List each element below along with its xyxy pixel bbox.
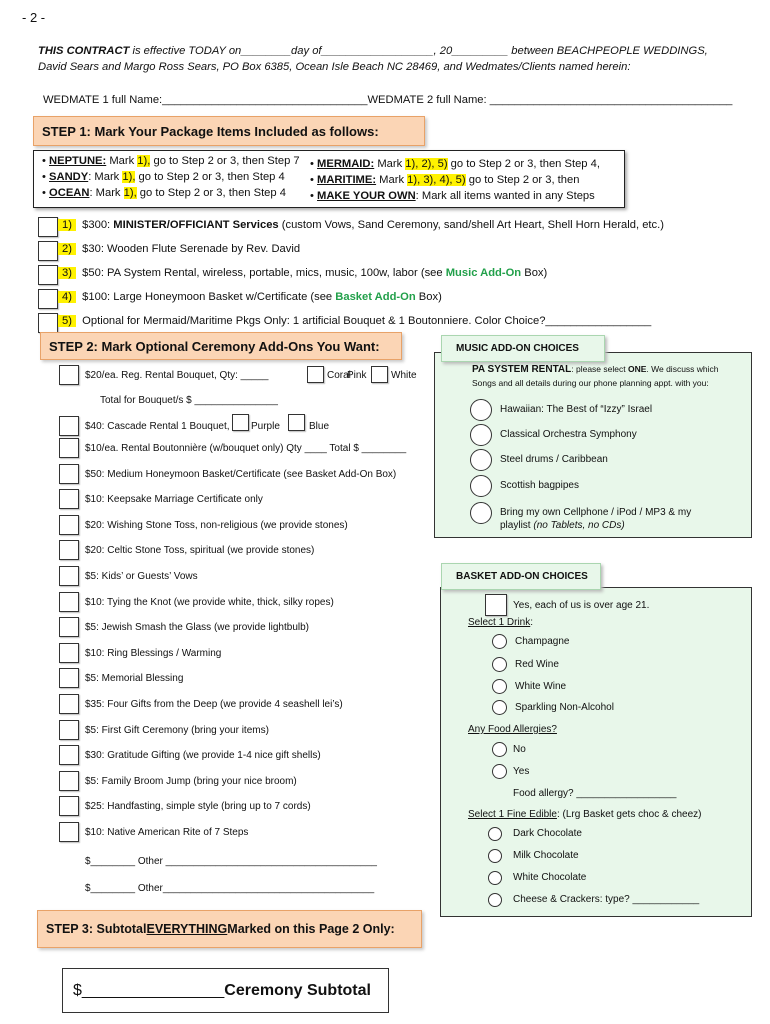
music-option-label: Scottish bagpipes xyxy=(500,480,579,491)
drink-option-label: Sparkling Non-Alcohol xyxy=(515,702,614,713)
step1-heading: STEP 1: Mark Your Package Items Included as follows: xyxy=(33,116,425,146)
addon-checkbox[interactable] xyxy=(59,566,79,586)
allergy-line[interactable]: Food allergy? __________________ xyxy=(513,788,677,799)
addon-label: $30: Gratitude Gifting (we provide 1-4 nice gift shells) xyxy=(85,750,321,761)
other-line-1[interactable]: $________ Other ______________________________________ xyxy=(85,856,377,867)
music-option-label: Steel drums / Caribbean xyxy=(500,454,608,465)
cascade-checkbox[interactable] xyxy=(59,416,79,436)
edible-option-radio[interactable] xyxy=(488,893,502,907)
step2-heading: STEP 2: Mark Optional Ceremony Add-Ons You Want: xyxy=(40,332,402,360)
pink-label: Pink xyxy=(347,370,367,381)
subtotal-label: Ceremony Subtotal xyxy=(224,981,371,999)
addon-label: $50: Medium Honeymoon Basket/Certificate (see Basket Add-On Box) xyxy=(85,469,397,480)
music-option-radio[interactable] xyxy=(470,475,492,497)
addon-label: $10: Keepsake Marriage Certificate only xyxy=(85,494,263,505)
age-text: Yes, each of us is over age 21. xyxy=(513,600,650,611)
addon-checkbox[interactable] xyxy=(59,668,79,688)
music-option-label: Classical Orchestra Symphony xyxy=(500,429,637,440)
contract-line-1: is effective TODAY on________day of__________________, 20_________ between BEACHPEOPLE WEDDINGS, xyxy=(129,45,708,57)
addon-label: $20: Celtic Stone Toss, spiritual (we provide stones) xyxy=(85,545,315,556)
music-tab: MUSIC ADD-ON CHOICES xyxy=(441,335,605,362)
purple-label: Purple xyxy=(251,421,280,432)
edible-option-label: White Chocolate xyxy=(513,872,587,883)
drink-option-radio[interactable] xyxy=(492,679,507,694)
white-checkbox[interactable] xyxy=(371,366,388,383)
wedmate-names xyxy=(43,94,732,106)
drink-option-label: Red Wine xyxy=(515,659,559,670)
addon-label: $5: Kids’ or Guests’ Vows xyxy=(85,571,198,582)
blue-label: Blue xyxy=(309,421,330,432)
drink-option-label: White Wine xyxy=(515,681,567,692)
addon-checkbox[interactable] xyxy=(59,796,79,816)
addon-checkbox[interactable] xyxy=(59,540,79,560)
item-4-row: 4) $100: Large Honeymoon Basket w/Certificate (see Basket Add-On Box) xyxy=(58,291,442,303)
package-box xyxy=(33,150,625,208)
other-line-2[interactable]: $________ Other______________________________________ xyxy=(85,883,375,894)
addon-checkbox[interactable] xyxy=(59,745,79,765)
basket-tab: BASKET ADD-ON CHOICES xyxy=(441,563,601,590)
addon-checkbox[interactable] xyxy=(59,694,79,714)
subtotal-amount-line[interactable]: $________________ xyxy=(73,981,225,999)
contract-lead: THIS CONTRACT xyxy=(38,45,130,57)
music-option-radio[interactable] xyxy=(470,502,492,524)
edible-option-radio[interactable] xyxy=(488,849,502,863)
edible-heading: Select 1 Fine Edible: (Lrg Basket gets choc & cheez) xyxy=(468,809,702,820)
addon-label: $10: Tying the Knot (we provide white, thick, silky ropes) xyxy=(85,597,334,608)
item-3-row: 3) $50: PA System Rental, wireless, portable, mics, music, 100w, labor (see Music Add-On Box) xyxy=(58,267,547,279)
allergy-heading: Any Food Allergies? xyxy=(468,724,557,735)
edible-option-label: Cheese & Crackers: type? ____________ xyxy=(513,894,700,905)
drink-option-label: Champagne xyxy=(515,636,570,647)
package-neptune: • NEPTUNE: Mark 1), go to Step 2 or 3, then Step 7 xyxy=(42,155,300,167)
addon-checkbox[interactable] xyxy=(59,617,79,637)
music-option-radio[interactable] xyxy=(470,449,492,471)
item-3-checkbox[interactable] xyxy=(38,265,58,285)
wedmate-2-field[interactable]: WEDMATE 2 full Name: _______________________________________ xyxy=(367,94,733,106)
item-5-row: 5) Optional for Mermaid/Maritime Pkgs Only: 1 artificial Bouquet & 1 Boutonniere. Color Choice?_________________ xyxy=(58,315,651,327)
bouquet-text: $20/ea. Reg. Rental Bouquet, Qty: _____ xyxy=(85,370,269,381)
addon-checkbox[interactable] xyxy=(59,515,79,535)
addon-label: $10/ea. Rental Boutonnière (w/bouquet only) Qty ____ Total $ ________ xyxy=(85,443,407,454)
addon-checkbox[interactable] xyxy=(59,643,79,663)
allergy-option-label: No xyxy=(513,744,526,755)
basket-panel xyxy=(440,587,752,917)
addon-label: $5: Jewish Smash the Glass (we provide lightbulb) xyxy=(85,622,309,633)
addon-checkbox[interactable] xyxy=(59,489,79,509)
addon-checkbox[interactable] xyxy=(59,438,79,458)
addon-label: $10: Native American Rite of 7 Steps xyxy=(85,827,249,838)
item-2-checkbox[interactable] xyxy=(38,241,58,261)
addon-checkbox[interactable] xyxy=(59,720,79,740)
package-make-your-own: • MAKE YOUR OWN: Mark all items wanted in any Steps xyxy=(310,190,595,202)
music-last-line: playlist (no Tablets, no CDs) xyxy=(500,520,625,531)
addon-checkbox[interactable] xyxy=(59,822,79,842)
addon-label: $5: First Gift Ceremony (bring your items) xyxy=(85,725,269,736)
drink-option-radio[interactable] xyxy=(492,634,507,649)
white-label: White xyxy=(391,370,417,381)
drink-option-radio[interactable] xyxy=(492,657,507,672)
coral-label: Coral xyxy=(327,370,351,381)
item-4-checkbox[interactable] xyxy=(38,289,58,309)
music-option-radio[interactable] xyxy=(470,424,492,446)
bouquet-checkbox[interactable] xyxy=(59,365,79,385)
music-option-label: Hawaiian: The Best of “Izzy” Israel xyxy=(500,404,653,415)
item-5-checkbox[interactable] xyxy=(38,313,58,333)
addon-checkbox[interactable] xyxy=(59,464,79,484)
coral-checkbox[interactable] xyxy=(307,366,324,383)
addon-checkbox[interactable] xyxy=(59,771,79,791)
edible-option-radio[interactable] xyxy=(488,827,502,841)
music-option-label: Bring my own Cellphone / iPod / MP3 & my xyxy=(500,507,692,518)
package-sandy: • SANDY: Mark 1), go to Step 2 or 3, then Step 4 xyxy=(42,171,285,183)
edible-option-label: Dark Chocolate xyxy=(513,828,582,839)
music-intro: PA SYSTEM RENTAL: please select ONE. We discuss which xyxy=(472,364,719,375)
contract-line-2: David Sears and Margo Ross Sears, PO Box 6385, Ocean Isle Beach NC 28469, and Wedmates/Clients named herein: xyxy=(38,61,631,73)
package-ocean: • OCEAN: Mark 1), go to Step 2 or 3, then Step 4 xyxy=(42,187,286,199)
music-intro-2: Songs and all details during our phone planning appt. with you: xyxy=(472,378,709,388)
addon-label: $5: Memorial Blessing xyxy=(85,673,184,684)
addon-checkbox[interactable] xyxy=(59,592,79,612)
music-option-radio[interactable] xyxy=(470,399,492,421)
edible-option-radio[interactable] xyxy=(488,871,502,885)
item-1-checkbox[interactable] xyxy=(38,217,58,237)
bouquet-total: Total for Bouquet/s $ _______________ xyxy=(100,395,278,406)
age-checkbox[interactable] xyxy=(485,594,507,616)
addon-label: $10: Ring Blessings / Warming xyxy=(85,648,222,659)
step3-heading: STEP 3: Subtotal EVERYTHING Marked on this Page 2 Only: xyxy=(37,910,422,948)
allergy-option-radio[interactable] xyxy=(492,742,507,757)
cascade-text: $40: Cascade Rental 1 Bouquet, xyxy=(85,421,230,432)
purple-checkbox[interactable] xyxy=(232,414,249,431)
drink-heading: Select 1 Drink: xyxy=(468,617,534,628)
wedmate-1-field[interactable]: WEDMATE 1 full Name:_________________________________ xyxy=(43,94,368,106)
allergy-option-label: Yes xyxy=(513,766,530,777)
page-number: - 2 - xyxy=(22,10,46,25)
addon-label: $20: Wishing Stone Toss, non-religious (we provide stones) xyxy=(85,520,348,531)
addon-label: $35: Four Gifts from the Deep (we provide 4 seashell lei’s) xyxy=(85,699,343,710)
package-maritime: • MARITIME: Mark 1), 3), 4), 5) go to Step 2 or 3, then xyxy=(310,174,580,186)
contract-text xyxy=(38,43,758,75)
addon-label: $5: Family Broom Jump (bring your nice broom) xyxy=(85,776,297,787)
ceremony-subtotal-box[interactable] xyxy=(62,968,389,1013)
edible-option-label: Milk Chocolate xyxy=(513,850,579,861)
addon-label: $25: Handfasting, simple style (bring up to 7 cords) xyxy=(85,801,311,812)
blue-checkbox[interactable] xyxy=(288,414,305,431)
package-mermaid: • MERMAID: Mark 1), 2), 5) go to Step 2 or 3, then Step 4, xyxy=(310,158,600,170)
item-2-row: 2) $30: Wooden Flute Serenade by Rev. David xyxy=(58,243,300,255)
item-1-row: 1) $300: MINISTER/OFFICIANT Services (custom Vows, Sand Ceremony, sand/shell Art Heart, Shell Horn Herald, etc.) xyxy=(58,219,664,231)
drink-option-radio[interactable] xyxy=(492,700,507,715)
allergy-option-radio[interactable] xyxy=(492,764,507,779)
